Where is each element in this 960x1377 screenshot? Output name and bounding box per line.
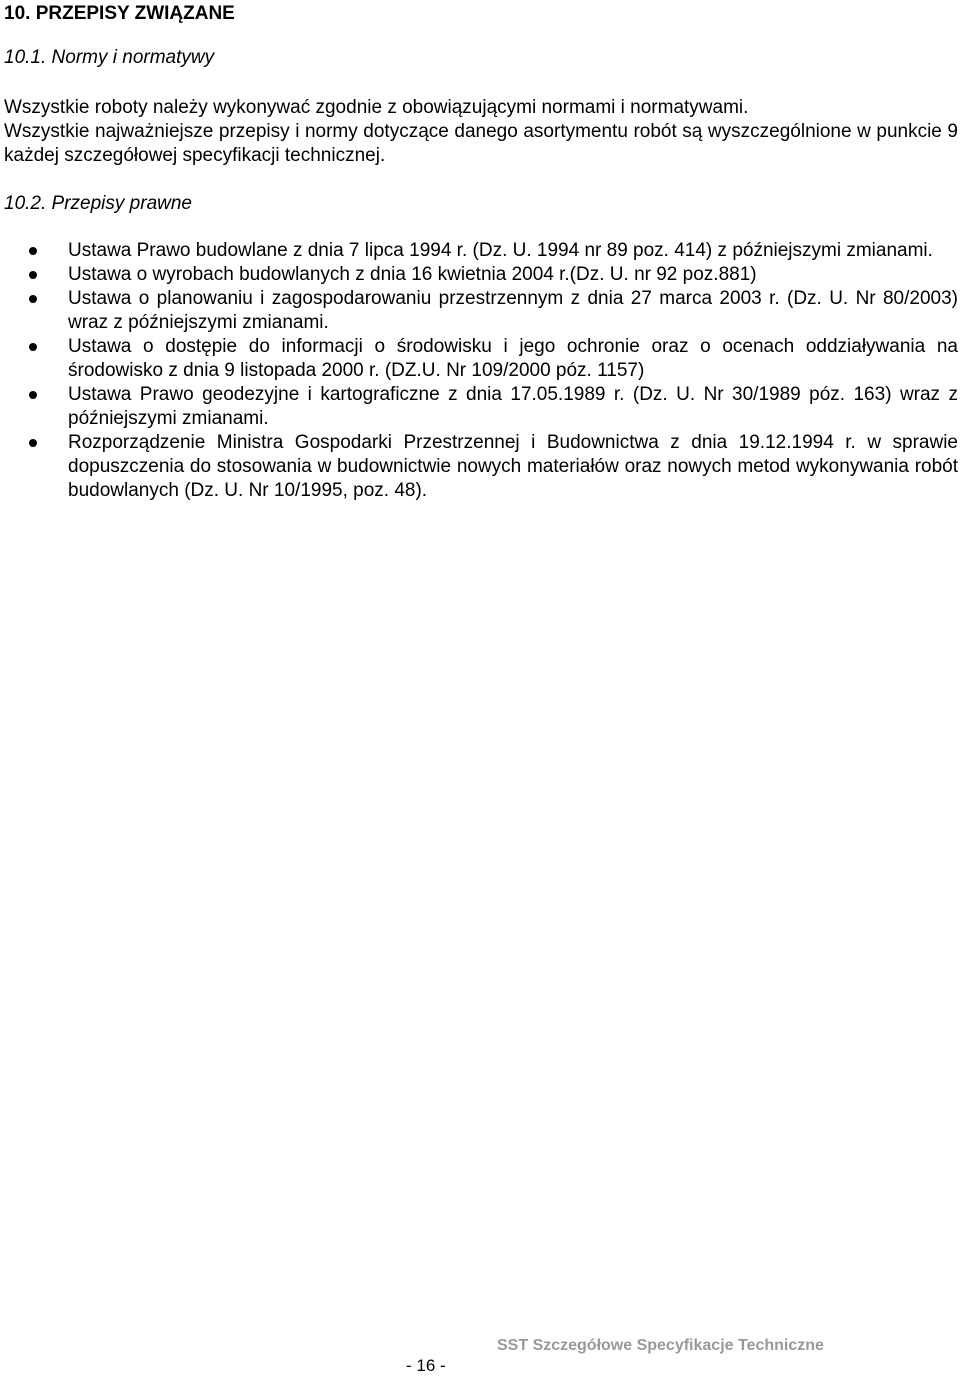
bullet-icon: [29, 271, 37, 279]
bullet-icon: [29, 439, 37, 447]
bullet-icon: [29, 247, 37, 255]
list-item: [4, 431, 958, 503]
list-item-text: Ustawa Prawo budowlane z dnia 7 lipca 1994 r. (Dz. U. 1994 nr 89 poz. 414) z późniejszymi zmianami.: [68, 240, 933, 261]
list-item: [4, 383, 958, 431]
list-item: [4, 287, 958, 335]
footer-document-title: SST Szczegółowe Specyfikacje Techniczne: [497, 1337, 824, 1354]
bullet-icon: [29, 295, 37, 303]
subsection-heading-norms: 10.1. Normy i normatywy: [4, 47, 215, 68]
list-item-text: Ustawa o planowaniu i zagospodarowaniu przestrzennym z dnia 27 marca 2003 r. (Dz. U. Nr 80/2003) wraz z późniejszymi zmianami.: [68, 288, 958, 333]
norms-paragraph-1: Wszystkie roboty należy wykonywać zgodnie z obowiązującymi normami i normatywami.: [4, 97, 749, 118]
footer-page-number: - 16 -: [406, 1356, 446, 1375]
list-item: [4, 263, 958, 287]
subsection-heading-regulations: 10.2. Przepisy prawne: [4, 193, 192, 214]
list-item-text: Ustawa o dostępie do informacji o środowisku i jego ochronie oraz o ocenach oddziaływania na środowisko z dnia 9 listopada 2000 r. (DZ.U. Nr 109/2000 póz. 1157): [68, 336, 958, 381]
norms-paragraphs: [4, 96, 958, 168]
regulations-list: [4, 239, 958, 503]
list-item-text: Ustawa o wyrobach budowlanych z dnia 16 kwietnia 2004 r.(Dz. U. nr 92 poz.881): [68, 264, 757, 285]
bullet-icon: [29, 343, 37, 351]
list-item-text: Ustawa Prawo geodezyjne i kartograficzne z dnia 17.05.1989 r. (Dz. U. Nr 30/1989 póz. 163) wraz z późniejszymi zmianami.: [68, 384, 958, 429]
norms-paragraph-2: Wszystkie najważniejsze przepisy i normy dotyczące danego asortymentu robót są wyszczególnione w punkcie 9 każdej szczegółowej specyfikacji technicznej.: [4, 121, 958, 166]
list-item-text: Rozporządzenie Ministra Gospodarki Przestrzennej i Budownictwa z dnia 19.12.1994 r. w sprawie dopuszczenia do stosowania w budownictwie nowych materiałów oraz nowych metod wykonywania robót budowlanych (Dz. U. Nr 10/1995, poz. 48).: [68, 432, 958, 501]
list-item: [4, 239, 958, 263]
section-heading: 10. PRZEPISY ZWIĄZANE: [4, 3, 235, 24]
list-item: [4, 335, 958, 383]
bullet-icon: [29, 391, 37, 399]
